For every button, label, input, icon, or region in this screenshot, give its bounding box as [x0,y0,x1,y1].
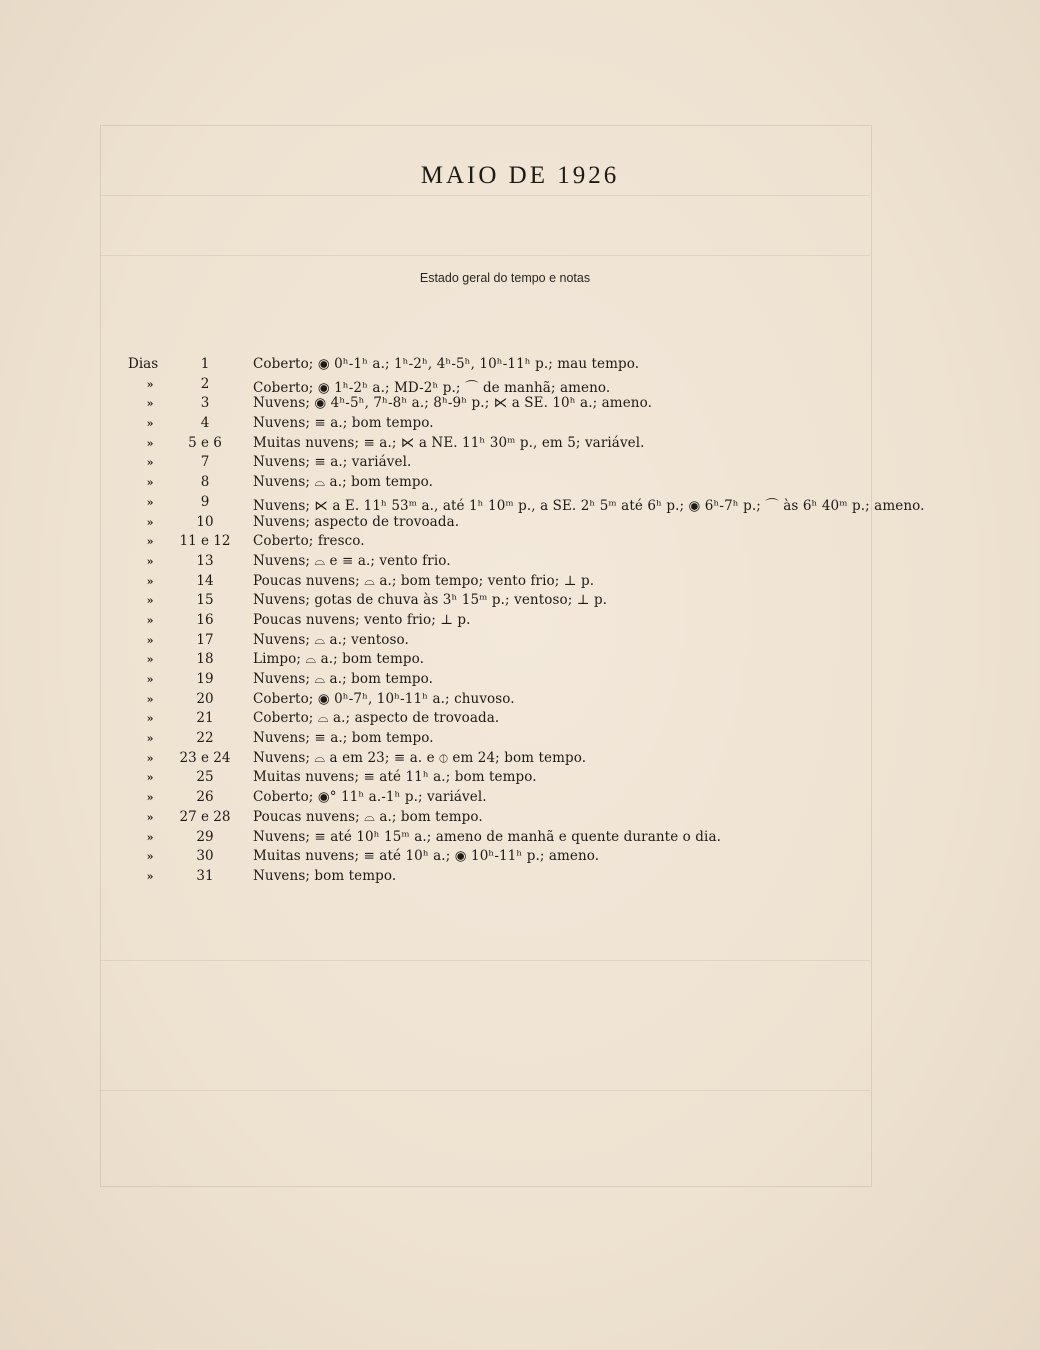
day-number: 30 [196,848,214,865]
list-item [0,809,1040,829]
list-item [0,730,1040,750]
weather-description: Nuvens; bom tempo. [253,867,397,884]
days-label: Dias [128,356,159,372]
weather-description: Nuvens; ⋉ a E. 11ʰ 53ᵐ a., até 1ʰ 10ᵐ p., a SE. 2ʰ 5ᵐ até 6ʰ p.; ◉ 6ʰ-7ʰ p.; ⌒ às 6ʰ 40ᵐ p.; ameno. [253,497,925,514]
day-number: 7 [200,454,210,471]
weather-description: Coberto; ◉° 11ʰ a.-1ʰ p.; variável. [253,789,487,806]
day-number: 21 [196,710,214,727]
show-through-line [100,1090,870,1091]
list-item [0,356,1040,376]
list-item [0,514,1040,534]
list-item [0,395,1040,415]
day-number: 4 [200,415,210,432]
weather-description: Coberto; fresco. [253,533,365,550]
ditto-mark: » [146,436,154,450]
show-through-line [100,960,870,961]
list-item [0,533,1040,553]
ditto-mark: » [146,417,154,431]
day-number: 20 [196,690,214,707]
list-item [0,789,1040,809]
ditto-mark: » [146,692,154,706]
day-number: 17 [196,631,214,648]
weather-description: Nuvens; ≡ até 10ʰ 15ᵐ a.; ameno de manhã e quente durante o dia. [253,828,721,845]
ditto-mark: » [146,456,154,470]
day-number: 15 [196,592,214,609]
list-item [0,454,1040,474]
list-item [0,710,1040,730]
ditto-mark: » [146,850,154,864]
ditto-mark: » [146,594,154,608]
list-item [0,829,1040,849]
day-number: 5 e 6 [188,434,222,451]
weather-description: Muitas nuvens; ≡ a.; ⋉ a NE. 11ʰ 30ᵐ p., em 5; variável. [253,434,645,451]
list-item [0,494,1040,514]
day-number: 22 [196,730,214,747]
weather-description: Nuvens; aspecto de trovoada. [253,513,460,530]
ditto-mark: » [146,574,154,588]
day-number: 3 [200,395,210,412]
weather-description: Nuvens; ◉ 4ʰ-5ʰ, 7ʰ-8ʰ a.; 8ʰ-9ʰ p.; ⋉ a SE. 10ʰ a.; ameno. [253,395,652,412]
ditto-mark: » [146,535,154,549]
weather-description: Coberto; ◉ 0ʰ-1ʰ a.; 1ʰ-2ʰ, 4ʰ-5ʰ, 10ʰ-11ʰ p.; mau tempo. [253,356,640,372]
ditto-mark: » [146,810,154,824]
show-through-line [100,195,870,196]
ditto-mark: » [146,673,154,686]
ditto-mark: » [146,495,154,509]
list-item [0,868,1040,888]
day-number: 19 [196,671,214,687]
ditto-mark: » [146,476,154,490]
weather-description: Coberto; ◉ 0ʰ-7ʰ, 10ʰ-11ʰ a.; chuvoso. [253,690,515,707]
page-title: MAIO DE 1926 [420,162,620,189]
weather-description: Poucas nuvens; ⌓ a.; bom tempo. [253,808,483,825]
day-number: 1 [200,356,210,372]
weather-description: Nuvens; ⌓ a.; bom tempo. [253,474,434,491]
ditto-mark: » [146,653,154,667]
ditto-mark: » [146,869,154,883]
list-item [0,848,1040,868]
list-item [0,376,1040,396]
ditto-mark: » [146,791,154,805]
day-number: 11 e 12 [179,533,231,550]
ditto-mark: » [146,633,154,647]
list-item [0,612,1040,632]
day-number: 23 e 24 [179,749,231,766]
list-item [0,651,1040,671]
weather-description: Nuvens; gotas de chuva às 3ʰ 15ᵐ p.; ventoso; ⊥ p. [253,592,608,609]
weather-description: Nuvens; ⌓ a em 23; ≡ a. e ⦶ em 24; bom tempo. [253,749,587,766]
list-item [0,671,1040,691]
day-number: 14 [196,572,214,589]
weather-description: Muitas nuvens; ≡ até 10ʰ a.; ◉ 10ʰ-11ʰ p.; ameno. [253,848,600,865]
ditto-mark: » [146,830,154,844]
day-number: 16 [196,611,214,628]
ditto-mark: » [146,771,154,785]
day-number: 25 [196,769,214,786]
weather-description: Coberto; ⌓ a.; aspecto de trovoada. [253,710,500,727]
day-number: 13 [196,552,214,569]
day-number: 8 [200,474,210,491]
weather-description: Poucas nuvens; vento frio; ⊥ p. [253,611,471,628]
day-number: 31 [196,867,214,884]
ditto-mark: » [146,397,154,411]
weather-description: Poucas nuvens; ⌓ a.; bom tempo; vento frio; ⊥ p. [253,572,595,589]
list-item [0,769,1040,789]
weather-description: Nuvens; ≡ a.; bom tempo. [253,415,434,432]
section-subtitle: Estado geral do tempo e notas [419,271,591,285]
show-through-line [100,255,870,256]
ditto-mark: » [146,377,154,391]
day-number: 18 [196,651,214,668]
ditto-mark: » [146,613,154,627]
ditto-mark: » [146,712,154,726]
ditto-mark: » [146,554,154,568]
ditto-mark: » [146,515,154,529]
list-item [0,573,1040,593]
weather-description: Nuvens; ≡ a.; bom tempo. [253,730,434,747]
weather-description: Nuvens; ⌓ a.; bom tempo. [253,671,434,687]
day-number: 27 e 28 [179,808,231,825]
day-number: 10 [196,513,214,530]
weather-description: Nuvens; ≡ a.; variável. [253,454,412,471]
list-item [0,415,1040,435]
list-item [0,435,1040,455]
list-item [0,632,1040,652]
day-number: 2 [200,375,210,392]
weather-description: Coberto; ◉ 1ʰ-2ʰ a.; MD-2ʰ p.; ⌒ de manhã; ameno. [253,379,611,396]
day-number: 26 [196,789,214,806]
ditto-mark: » [146,732,154,746]
list-item [0,553,1040,573]
weather-description: Limpo; ⌓ a.; bom tempo. [253,651,425,668]
weather-description: Muitas nuvens; ≡ até 11ʰ a.; bom tempo. [253,769,537,786]
weather-description: Nuvens; ⌓ a.; ventoso. [253,631,409,648]
list-item [0,474,1040,494]
day-number: 29 [196,828,214,845]
weather-notes-list [0,356,1040,888]
ditto-mark: » [146,751,154,765]
list-item [0,691,1040,711]
weather-description: Nuvens; ⌓ e ≡ a.; vento frio. [253,552,451,569]
list-item [0,592,1040,612]
list-item [0,750,1040,770]
day-number: 9 [200,493,210,510]
